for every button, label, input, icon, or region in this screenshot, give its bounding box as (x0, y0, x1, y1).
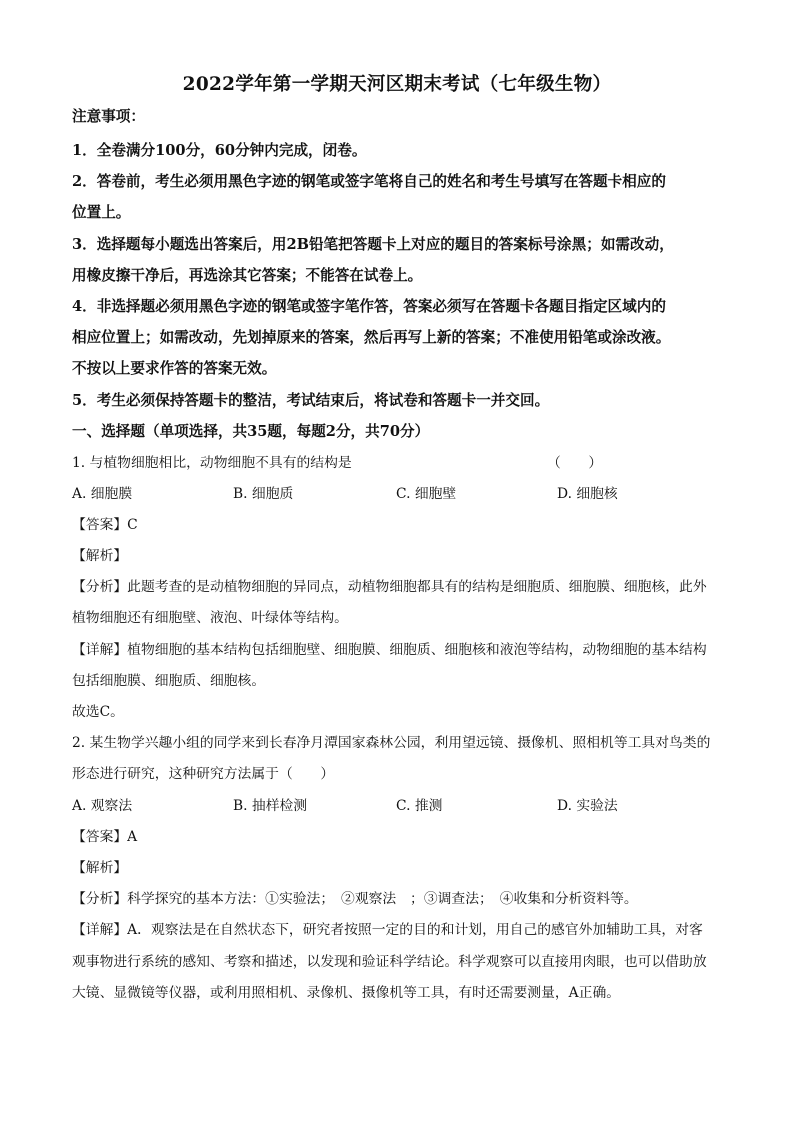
answer-label: 【答案】A (72, 829, 138, 845)
notice-heading: 注意事项： (72, 108, 145, 125)
notice-line: 1．全卷满分100分，60分钟内完成，闭卷。 (72, 142, 367, 159)
detail-text: 观事物进行系统的感知、考察和描述，以发现和验证科学结论。科学观察可以直接用肉眼，也可以借助放 (72, 954, 707, 970)
notice-line: 用橡皮擦干净后，再选涂其它答案；不能答在试卷上。 (72, 267, 423, 284)
detail-text: 包括细胞膜、细胞质、细胞核。 (72, 673, 266, 689)
notice-line: 5．考生必须保持答题卡的整洁，考试结束后，将试卷和答题卡一并交回。 (72, 392, 550, 409)
notice-line: 相应位置上；如需改动，先划掉原来的答案，然后再写上新的答案；不准使用铅笔或涂改液。 (72, 329, 671, 346)
section-heading: 一、选择题（单项选择，共35题，每题2分，共70分） (72, 423, 430, 440)
option-d: D. 细胞核 (557, 486, 618, 502)
analysis-text: 植物细胞还有细胞壁、液泡、叶绿体等结构。 (72, 610, 348, 626)
notice-line: 位置上。 (72, 204, 131, 221)
question-stem: 1. 与植物细胞相比，动物细胞不具有的结构是 (72, 455, 352, 471)
detail-text: 【详解】植物细胞的基本结构包括细胞壁、细胞膜、细胞质、细胞核和液泡等结构，动物细胞的基本结构 (72, 642, 707, 658)
notice-line: 4．非选择题必须用黑色字迹的钢笔或签字笔作答，答案必须写在答题卡各题目指定区域内的 (72, 298, 666, 315)
notice-line: 2．答卷前，考生必须用黑色字迹的钢笔或签字笔将自己的姓名和考生号填写在答题卡相应的 (72, 173, 666, 190)
option-b: B. 抽样检测 (233, 798, 308, 814)
question-stem: 2. 某生物学兴趣小组的同学来到长春净月潭国家森林公园，利用望远镜、摄像机、照相机等工具对鸟类的 (72, 735, 711, 751)
option-b: B. 细胞质 (233, 486, 294, 502)
notice-line: 3．选择题每小题选出答案后，用2B铅笔把答题卡上对应的题目的答案标号涂黑；如需改动， (72, 236, 674, 253)
option-a: A. 观察法 (72, 798, 133, 814)
analysis-text: 【分析】科学探究的基本方法：①实验法； ②观察法 ；③调查法； ④收集和分析资料等。 (72, 891, 638, 907)
analysis-label: 【解析】 (72, 860, 128, 876)
option-c: C. 细胞壁 (396, 486, 457, 502)
analysis-text: 【分析】此题考查的是动植物细胞的异同点，动植物细胞都具有的结构是细胞质、细胞膜、细胞核，此外 (72, 579, 707, 595)
answer-label: 【答案】C (72, 517, 138, 533)
conclusion-text: 故选C。 (72, 704, 124, 720)
question-stem: 形态进行研究，这种研究方法属于（ ） (72, 766, 335, 782)
answer-blank: （ ） (547, 455, 603, 471)
option-d: D. 实验法 (557, 798, 618, 814)
analysis-label: 【解析】 (72, 548, 128, 564)
page-title: 2022学年第一学期天河区期末考试（七年级生物） (182, 74, 612, 95)
option-a: A. 细胞膜 (72, 486, 133, 502)
detail-text: 【详解】A．观察法是在自然状态下，研究者按照一定的目的和计划，用自己的感官外加辅助工具，对客 (72, 922, 703, 938)
option-c: C. 推测 (396, 798, 443, 814)
detail-text: 大镜、显微镜等仪器，或利用照相机、录像机、摄像机等工具，有时还需要测量，A正确。 (72, 985, 621, 1001)
notice-line: 不按以上要求作答的答案无效。 (72, 360, 277, 377)
